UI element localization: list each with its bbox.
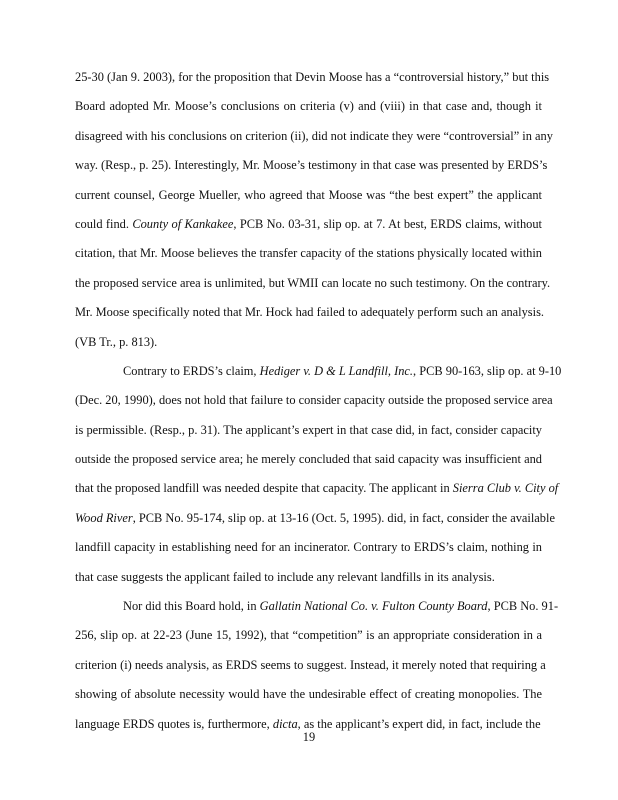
- paragraph: [75, 357, 562, 592]
- text-line: could find. County of Kankakee, PCB No. 03-31, slip op. at 7. At best, ERDS claims, without: [75, 216, 542, 231]
- text-line: Nor did this Board hold, in Gallatin National Co. v. Fulton County Board, PCB No. 91-: [123, 599, 559, 614]
- text-line: Wood River, PCB No. 95-174, slip op. at 13-16 (Oct. 5, 1995). did, in fact, consider the available: [75, 510, 555, 525]
- text-line: the proposed service area is unlimited, but WMII can locate no such testimony. On the contrary.: [75, 275, 551, 290]
- paragraph: [75, 63, 553, 357]
- text-line: Board adopted Mr. Moose’s conclusions on criteria (v) and (viii) in that case and, though it: [75, 99, 542, 114]
- text-line: Contrary to ERDS’s claim, Hediger v. D & L Landfill, Inc., PCB 90-163, slip op. at 9-10: [123, 363, 562, 378]
- text-line: showing of absolute necessity would have the undesirable effect of creating monopolies. The: [75, 687, 542, 702]
- text-line: 25-30 (Jan 9. 2003), for the proposition that Devin Moose has a “controversial history,” but this: [75, 70, 550, 84]
- text-line: is permissible. (Resp., p. 31). The applicant’s expert in that case did, in fact, consider capacity: [75, 422, 542, 437]
- text-line: Mr. Moose specifically noted that Mr. Hock had failed to adequately perform such an analysis.: [75, 305, 544, 320]
- text-line: language ERDS quotes is, furthermore, dicta, as the applicant’s expert did, in fact, include the: [75, 716, 541, 731]
- body-text: [75, 63, 562, 739]
- text-line: that case suggests the applicant failed to include any relevant landfills in its analysis.: [75, 569, 495, 584]
- text-line: (VB Tr., p. 813).: [75, 334, 158, 349]
- text-line: current counsel, George Mueller, who agreed that Moose was “the best expert” the applicant: [75, 187, 542, 202]
- text-line: (Dec. 20, 1990), does not hold that failure to consider capacity outside the proposed service area: [75, 393, 553, 408]
- page-number: 19: [302, 730, 316, 744]
- paragraph: [75, 592, 559, 739]
- text-line: criterion (i) needs analysis, as ERDS seems to suggest. Instead, it merely noted that requiring a: [75, 657, 546, 672]
- text-line: disagreed with his conclusions on criterion (ii), did not indicate they were “controversial” in any: [75, 128, 553, 143]
- paragraph-container: [75, 63, 562, 739]
- text-line: way. (Resp., p. 25). Interestingly, Mr. Moose’s testimony in that case was presented by ERDS’s: [75, 158, 548, 173]
- text-line: that the proposed landfill was needed despite that capacity. The applicant in Sierra Club v. City of: [75, 481, 559, 496]
- text-line: landfill capacity in establishing need for an incinerator. Contrary to ERDS’s claim, nothing in: [75, 540, 542, 555]
- text-line: citation, that Mr. Moose believes the transfer capacity of the stations physically located within: [75, 246, 542, 261]
- text-line: 256, slip op. at 22-23 (June 15, 1992), that “competition” is an appropriate consideration in a: [75, 628, 542, 643]
- text-line: outside the proposed service area; he merely concluded that said capacity was insufficient and: [75, 452, 542, 467]
